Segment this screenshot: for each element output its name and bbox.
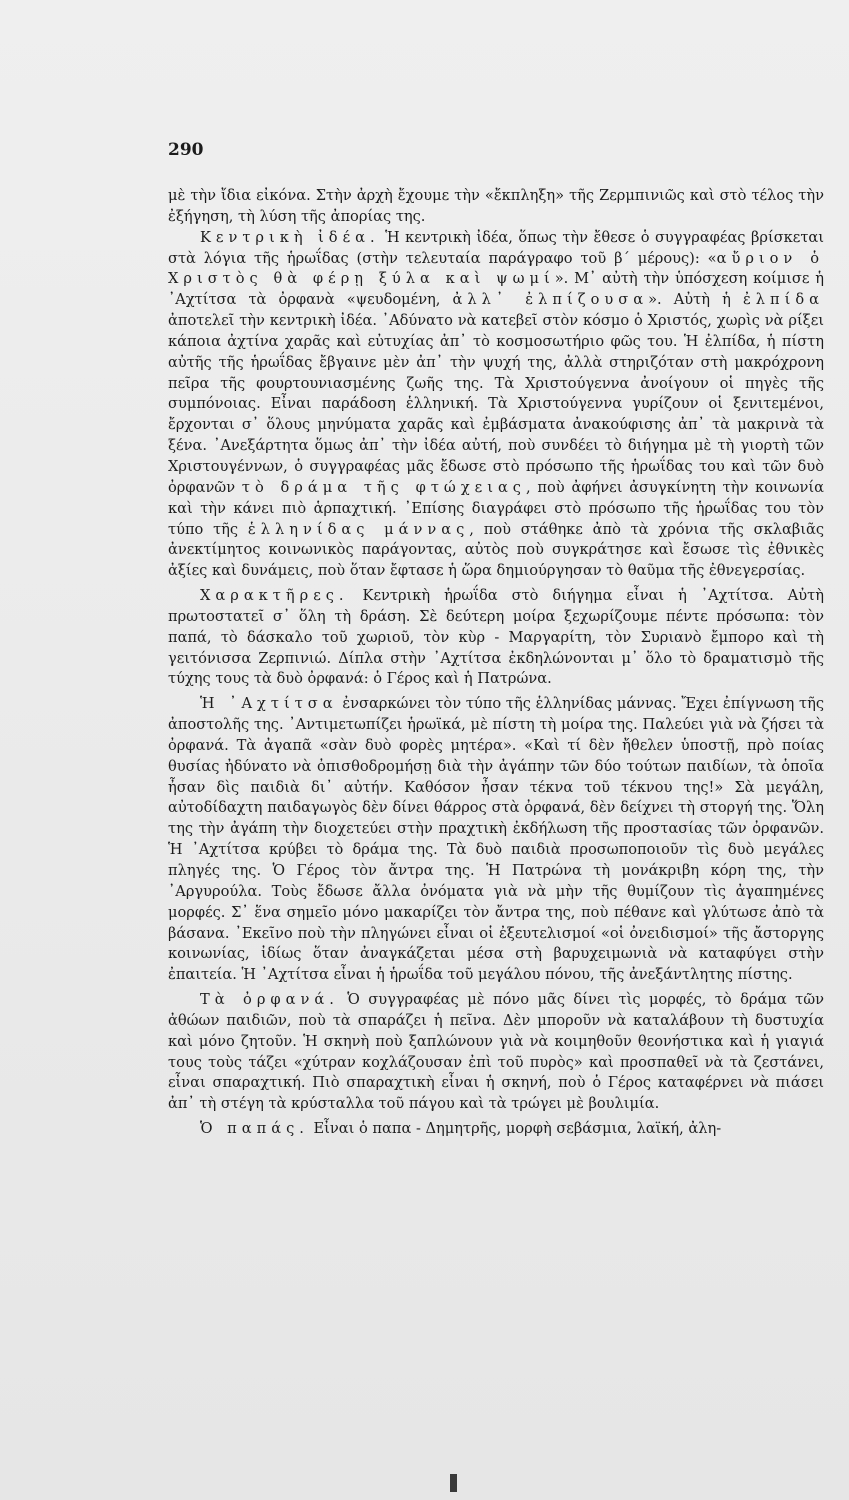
spaced-quote: αὔριον ὁ Χριστὸς θὰ φέρῃ ξύλα καὶ ψωμί bbox=[168, 249, 824, 288]
scan-mark bbox=[450, 1474, 457, 1492]
paragraph-priest: Ὁ παπάς. Εἶναι ὁ παπα - Δημητρῆς, μορφὴ σεβάσμια, λαϊκή, ἀλη- bbox=[200, 1120, 722, 1138]
paragraph-characters: Χαρακτῆρες. Κεντρικὴ ἡρωΐδα στὸ διήγημα εἶναι ἡ ᾿Αχτίτσα. Αὐτὴ πρωτοστατεῖ σ᾿ ὅλη τὴ δράση. Σὲ δεύτερη μοίρα ξεχωρίζουμε πέντε πρόσωπα: τὸν παπά, τὸ δάσκαλο τοῦ χωριοῦ, τὸν κὺρ - Μαργαρίτη, τὸν Συριανὸ ἔμπορο καὶ τὴ γειτόνισσα Ζερπινιώ. Δίπλα στὴν ᾿Αχτίτσα ἐκδηλώνονται μ᾿ ὅλο τὸ δραματισμὸ τῆς τύχης τους τὰ δυὸ ὀρφανά: ὁ Γέρος καὶ ἡ Πατρώνα. bbox=[168, 587, 824, 688]
page-number: 290 bbox=[168, 140, 204, 160]
body-text bbox=[168, 186, 824, 1140]
spaced-word: ἐλπίδα bbox=[742, 291, 824, 309]
spaced-quote: ἀλλ᾿ ἐλπίζουσα bbox=[452, 291, 649, 309]
section-heading: Τὰ ὀρφανά. bbox=[200, 991, 339, 1009]
paragraph-central-idea: Κεντρικὴ ἰδέα. Ἡ κεντρικὴ ἰδέα, ὅπως τὴν ἔθεσε ὁ συγγραφέας βρίσκεται στὰ λόγια τῆς ἡρωΐδας (στὴν τελευταία παράγραφο τοῦ β΄ μέρους): «αὔριον ὁ Χριστὸς θὰ φέρῃ ξύλα καὶ ψωμί». Μ᾿ αὐτὴ τὴν ὑπόσχεση κοίμισε ἡ ᾿Αχτίτσα τὰ ὀρφανὰ «ψευδομένη, ἀλλ᾿ ἐλπίζουσα». Αὐτὴ ἡ ἐλπίδα ἀποτελεῖ τὴν κεντρικὴ ἰδέα. ᾿Αδύνατο νὰ κατεβεῖ στὸν κόσμο ὁ Χριστός, χωρὶς νὰ ρίξει κάποια ἀχτίνα χαρᾶς καὶ εὐτυχίας ἀπ᾿ τὸ κοσμοσωτήριο φῶς του. Ἡ ἐλπίδα, ἡ πίστη αὐτῆς τῆς ἡρωΐδας ἔβγαινε μὲν ἀπ᾿ τὴν ψυχή της, ἀλλὰ στηριζόταν στὴ μακρόχρονη πεῖρα τῆς φουρτουνιασμένης ζωῆς της. Τὰ Χριστούγεννα ἀνοίγουν οἱ πηγὲς τῆς συμπόνοιας. Εἶναι παράδοση ἑλληνική. Τὰ Χριστούγεννα γυρίζουν οἱ ξενιτεμένοι, ἔρχονται σ᾿ ὅλους μηνύματα χαρᾶς καὶ ἐμβάσματα ἀνακούφισης ἀπ᾿ τὰ μακρινὰ τὰ ξένα. ᾿Ανεξάρτητα ὅμως ἀπ᾿ τὴν ἰδέα αὐτή, ποὺ συνδέει τὸ διήγημα μὲ τὴ γιορτὴ τῶν Χριστουγέννων, ὁ συγγραφέας μᾶς ἔδωσε στὸ πρόσωπο τῆς ἡρωΐδας του καὶ τῶν δυὸ ὀρφανῶν τὸ δράμα τῆς φτώχειας, ποὺ ἀφήνει ἀσυγκίνητη τὴν κοινωνία καὶ τὴν κάνει πιὸ ἁρπαχτική. ᾿Επίσης διαγράφει στὸ πρόσωπο τῆς ἡρωΐδας του τὸν τύπο τῆς ἑλληνίδας μάννας, ποὺ στάθηκε ἀπὸ τὰ χρόνια τῆς σκλαβιᾶς ἀνεκτίμητος κοινωνικὸς παράγοντας, αὐτὸς ποὺ συγκράτησε καὶ ἔσωσε τὶς ἐθνικὲς ἀξίες καὶ δυνάμεις, ποὺ ὅταν ἔφτασε ἡ ὥρα δημιούργησαν τὸ θαῦμα τῆς ἐθνεγερσίας. bbox=[168, 228, 825, 580]
section-heading: Ἡ ᾿Αχτίτσα bbox=[200, 695, 338, 713]
spaced-phrase: τὸ δράμα τῆς φτώχειας bbox=[241, 478, 526, 496]
paragraph-achtitsa: Ἡ ᾿Αχτίτσα ἐνσαρκώνει τὸν τύπο τῆς ἑλληνίδας μάννας. Ἔχει ἐπίγνωση τῆς ἀποστολῆς της. ᾿Αντιμετωπίζει ἡρωϊκά, μὲ πίστη τὴ μοίρα της. Παλεύει γιὰ νὰ ζήσει τὰ ὀρφανά. Τὰ ἀγαπᾶ «σὰν δυὸ φορὲς μητέρα». «Καὶ τί δὲν ἤθελεν ὑποστῇ, πρὸ ποίας θυσίας ἠδύνατο νὰ ὀπισθοδρομήσῃ διὰ τὴν ἀγάπην τῶν δύο τούτων παιδίων, τὰ ὁποῖα ἦσαν δὶς παιδιὰ δι᾿ αὐτήν. Καθόσον ἦσαν τέκνα τοῦ τέκνου της!» Σὰ μεγάλη, αὐτοδίδαχτη παιδαγωγὸς δὲν δίνει θάρρος στὰ ὀρφανά, δὲν δείχνει τὴ στοργή της. Ὅλη της τὴν ἀγάπη τὴν διοχετεύει στὴν πραχτικὴ ἐκδήλωση τῆς προστασίας τῶν ὀρφανῶν. Ἡ ᾿Αχτίτσα κρύβει τὸ δράμα της. Τὰ δυὸ παιδιὰ προσωποποιοῦν τὶς δυὸ μεγάλες πληγές της. Ὁ Γέρος τὸν ἄντρα της. Ἡ Πατρώνα τὴ μονάκριβη κόρη της, τὴν ᾿Αργυρούλα. Τοὺς ἔδωσε ἄλλα ὀνόματα γιὰ νὰ μὴν τῆς θυμίζουν τὶς ἀγαπημένες μορφές. Σ᾿ ἕνα σημεῖο μόνο μακαρίζει τὸν ἄντρα της, ποὺ πέθανε καὶ γλύτωσε ἀπὸ τὰ βάσανα. ᾿Εκεῖνο ποὺ τὴν πληγώνει εἶναι οἱ ἐξευτελισμοί «οἱ ὀνειδισμοί» τῆς ἄστοργης κοινωνίας, ἰδίως ὅταν ἀναγκάζεται μέσα στὴ βαρυχειμωνιὰ νὰ καταφύγει στὴν ἐπαιτεία. Ἡ ᾿Αχτίτσα εἶναι ἡ ἡρωΐδα τοῦ μεγάλου πόνου, τῆς ἀνεξάντλητης πίστης. bbox=[168, 695, 824, 984]
section-heading: Χαρακτῆρες. bbox=[200, 587, 349, 605]
paragraph-orphans: Τὰ ὀρφανά. Ὁ συγγραφέας μὲ πόνο μᾶς δίνει τὶς μορφές, τὸ δράμα τῶν ἀθώων παιδιῶν, ποὺ τὰ σπαράζει ἡ πεῖνα. Δὲν μποροῦν νὰ καταλάβουν τὴ δυστυχία καὶ μόνο ζητοῦν. Ἡ σκηνὴ ποὺ ξαπλώνουν γιὰ νὰ κοιμηθοῦν θεονήστικα καὶ ἡ γιαγιά τους τοὺς τάζει «χύτραν κοχλάζουσαν ἐπὶ τοῦ πυρὸς» καὶ προσπαθεῖ νὰ τὰ ζεστάνει, εἶναι σπαραχτική. Πιὸ σπαραχτικὴ εἶναι ἡ σκηνή, ποὺ ὁ Γέρος καταφέρνει νὰ πιάσει ἀπ᾿ τὴ στέγη τὰ κρύσταλλα τοῦ πάγου καὶ τὰ τρώγει μὲ βουλιμία. bbox=[168, 991, 824, 1113]
spaced-phrase: ἑλληνίδας μάννας bbox=[247, 520, 470, 538]
section-heading: Κεντρικὴ ἰδέα. bbox=[200, 228, 380, 246]
paragraph: μὲ τὴν ἴδια εἰκόνα. Στὴν ἀρχὴ ἔχουμε τὴν «ἔκπληξη» τῆς Ζερμπινιῶς καὶ στὸ τέλος τὴν ἐξήγηση, τὴ λύση τῆς ἀπορίας της. bbox=[168, 187, 824, 225]
section-heading: Ὁ παπάς. bbox=[200, 1120, 309, 1138]
